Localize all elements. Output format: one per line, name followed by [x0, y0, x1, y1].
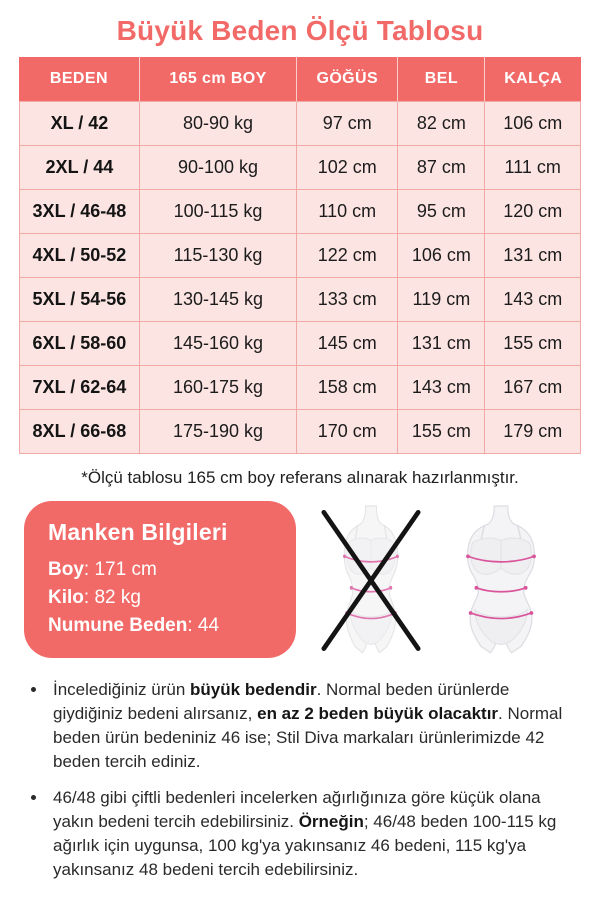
field-separator: : — [187, 615, 198, 636]
hip-cell: 106 cm — [485, 102, 581, 146]
column-header: BEL — [398, 57, 485, 102]
size-cell: 7XL / 62-64 — [19, 366, 140, 410]
field-value: 82 kg — [94, 587, 141, 608]
size-table-row — [19, 146, 581, 190]
weight-cell: 100-115 kg — [140, 190, 297, 234]
model-info-section — [24, 501, 576, 658]
size-cell: 2XL / 44 — [19, 146, 140, 190]
column-header: KALÇA — [485, 57, 581, 102]
size-table-header-row — [19, 57, 581, 102]
size-cell: 5XL / 54-56 — [19, 278, 140, 322]
size-table-row — [19, 366, 581, 410]
bust-cell: 170 cm — [297, 410, 398, 454]
weight-cell: 145-160 kg — [140, 322, 297, 366]
field-label: Numune Beden — [48, 615, 188, 636]
size-table-row — [19, 322, 581, 366]
waist-cell: 95 cm — [398, 190, 485, 234]
table-footnote: *Ölçü tablosu 165 cm boy referans alınarak hazırlanmıştır. — [81, 468, 519, 487]
size-cell: 3XL / 46-48 — [19, 190, 140, 234]
field-separator: : — [83, 587, 95, 608]
weight-cell: 115-130 kg — [140, 234, 297, 278]
size-cell: 8XL / 66-68 — [19, 410, 140, 454]
plus-size-body-figure-icon — [445, 505, 557, 657]
hip-cell: 167 cm — [485, 366, 581, 410]
column-header: GÖĞÜS — [297, 57, 398, 102]
waist-cell: 155 cm — [398, 410, 485, 454]
field-label: Kilo — [48, 587, 84, 608]
field-label: Boy — [48, 559, 84, 580]
waist-cell: 119 cm — [398, 278, 485, 322]
size-table-row — [19, 410, 581, 454]
field-separator: : — [83, 559, 95, 580]
waist-cell: 87 cm — [398, 146, 485, 190]
size-table-row — [19, 102, 581, 146]
note-text: 46/48 gibi çiftli bedenleri incelerken ağırlığınıza göre küçük olana yakın bedeni tercih edebilirsiniz. Örneğin; 46/48 beden 100-115 kg ağırlık için uygunsa, 100 kg'ya yakınsanız 46 bedeni, 115 kg'ya yakınsanız 48 bedeni tercih edebilirsiniz. — [53, 788, 557, 879]
size-cell: XL / 42 — [19, 102, 140, 146]
model-info-field — [48, 584, 272, 612]
column-header: 165 cm BOY — [140, 57, 297, 102]
size-table — [19, 57, 581, 454]
bust-cell: 102 cm — [297, 146, 398, 190]
model-info-fields — [48, 556, 272, 640]
hip-cell: 120 cm — [485, 190, 581, 234]
bust-cell: 110 cm — [297, 190, 398, 234]
weight-cell: 160-175 kg — [140, 366, 297, 410]
model-info-title: Manken Bilgileri — [48, 519, 228, 545]
model-info-card — [24, 501, 296, 658]
hip-cell: 155 cm — [485, 322, 581, 366]
field-value: 171 cm — [94, 559, 157, 580]
bust-cell: 122 cm — [297, 234, 398, 278]
waist-cell: 106 cm — [398, 234, 485, 278]
hip-cell: 131 cm — [485, 234, 581, 278]
field-value: 44 — [197, 615, 220, 636]
waist-cell: 131 cm — [398, 322, 485, 366]
bust-cell: 158 cm — [297, 366, 398, 410]
model-info-field — [48, 612, 272, 640]
fit-illustrations — [296, 501, 576, 657]
bust-cell: 145 cm — [297, 322, 398, 366]
size-table-row — [19, 234, 581, 278]
notes-list — [30, 678, 570, 882]
column-header: BEDEN — [19, 57, 140, 102]
model-info-field — [48, 556, 272, 584]
note-item — [48, 678, 570, 774]
bust-cell: 133 cm — [297, 278, 398, 322]
bust-cell: 97 cm — [297, 102, 398, 146]
size-cell: 4XL / 50-52 — [19, 234, 140, 278]
size-table-row — [19, 278, 581, 322]
hip-cell: 143 cm — [485, 278, 581, 322]
size-table-row — [19, 190, 581, 234]
waist-cell: 143 cm — [398, 366, 485, 410]
waist-cell: 82 cm — [398, 102, 485, 146]
weight-cell: 80-90 kg — [140, 102, 297, 146]
note-item — [48, 786, 570, 882]
note-text: İncelediğiniz ürün büyük bedendir. Normal beden ürünlerde giydiğiniz bedeni alırsanız, en az 2 beden büyük olacaktır. Normal beden ürün bedeniniz 46 ise; Stil Diva markaları ürünlerimizde 42 beden tercih ediniz. — [53, 680, 563, 771]
size-cell: 6XL / 58-60 — [19, 322, 140, 366]
weight-cell: 175-190 kg — [140, 410, 297, 454]
page-title: Büyük Beden Ölçü Tablosu — [116, 15, 484, 46]
hip-cell: 179 cm — [485, 410, 581, 454]
weight-cell: 130-145 kg — [140, 278, 297, 322]
weight-cell: 90-100 kg — [140, 146, 297, 190]
hip-cell: 111 cm — [485, 146, 581, 190]
crossed-out-slim-body-figure-icon — [315, 505, 427, 657]
